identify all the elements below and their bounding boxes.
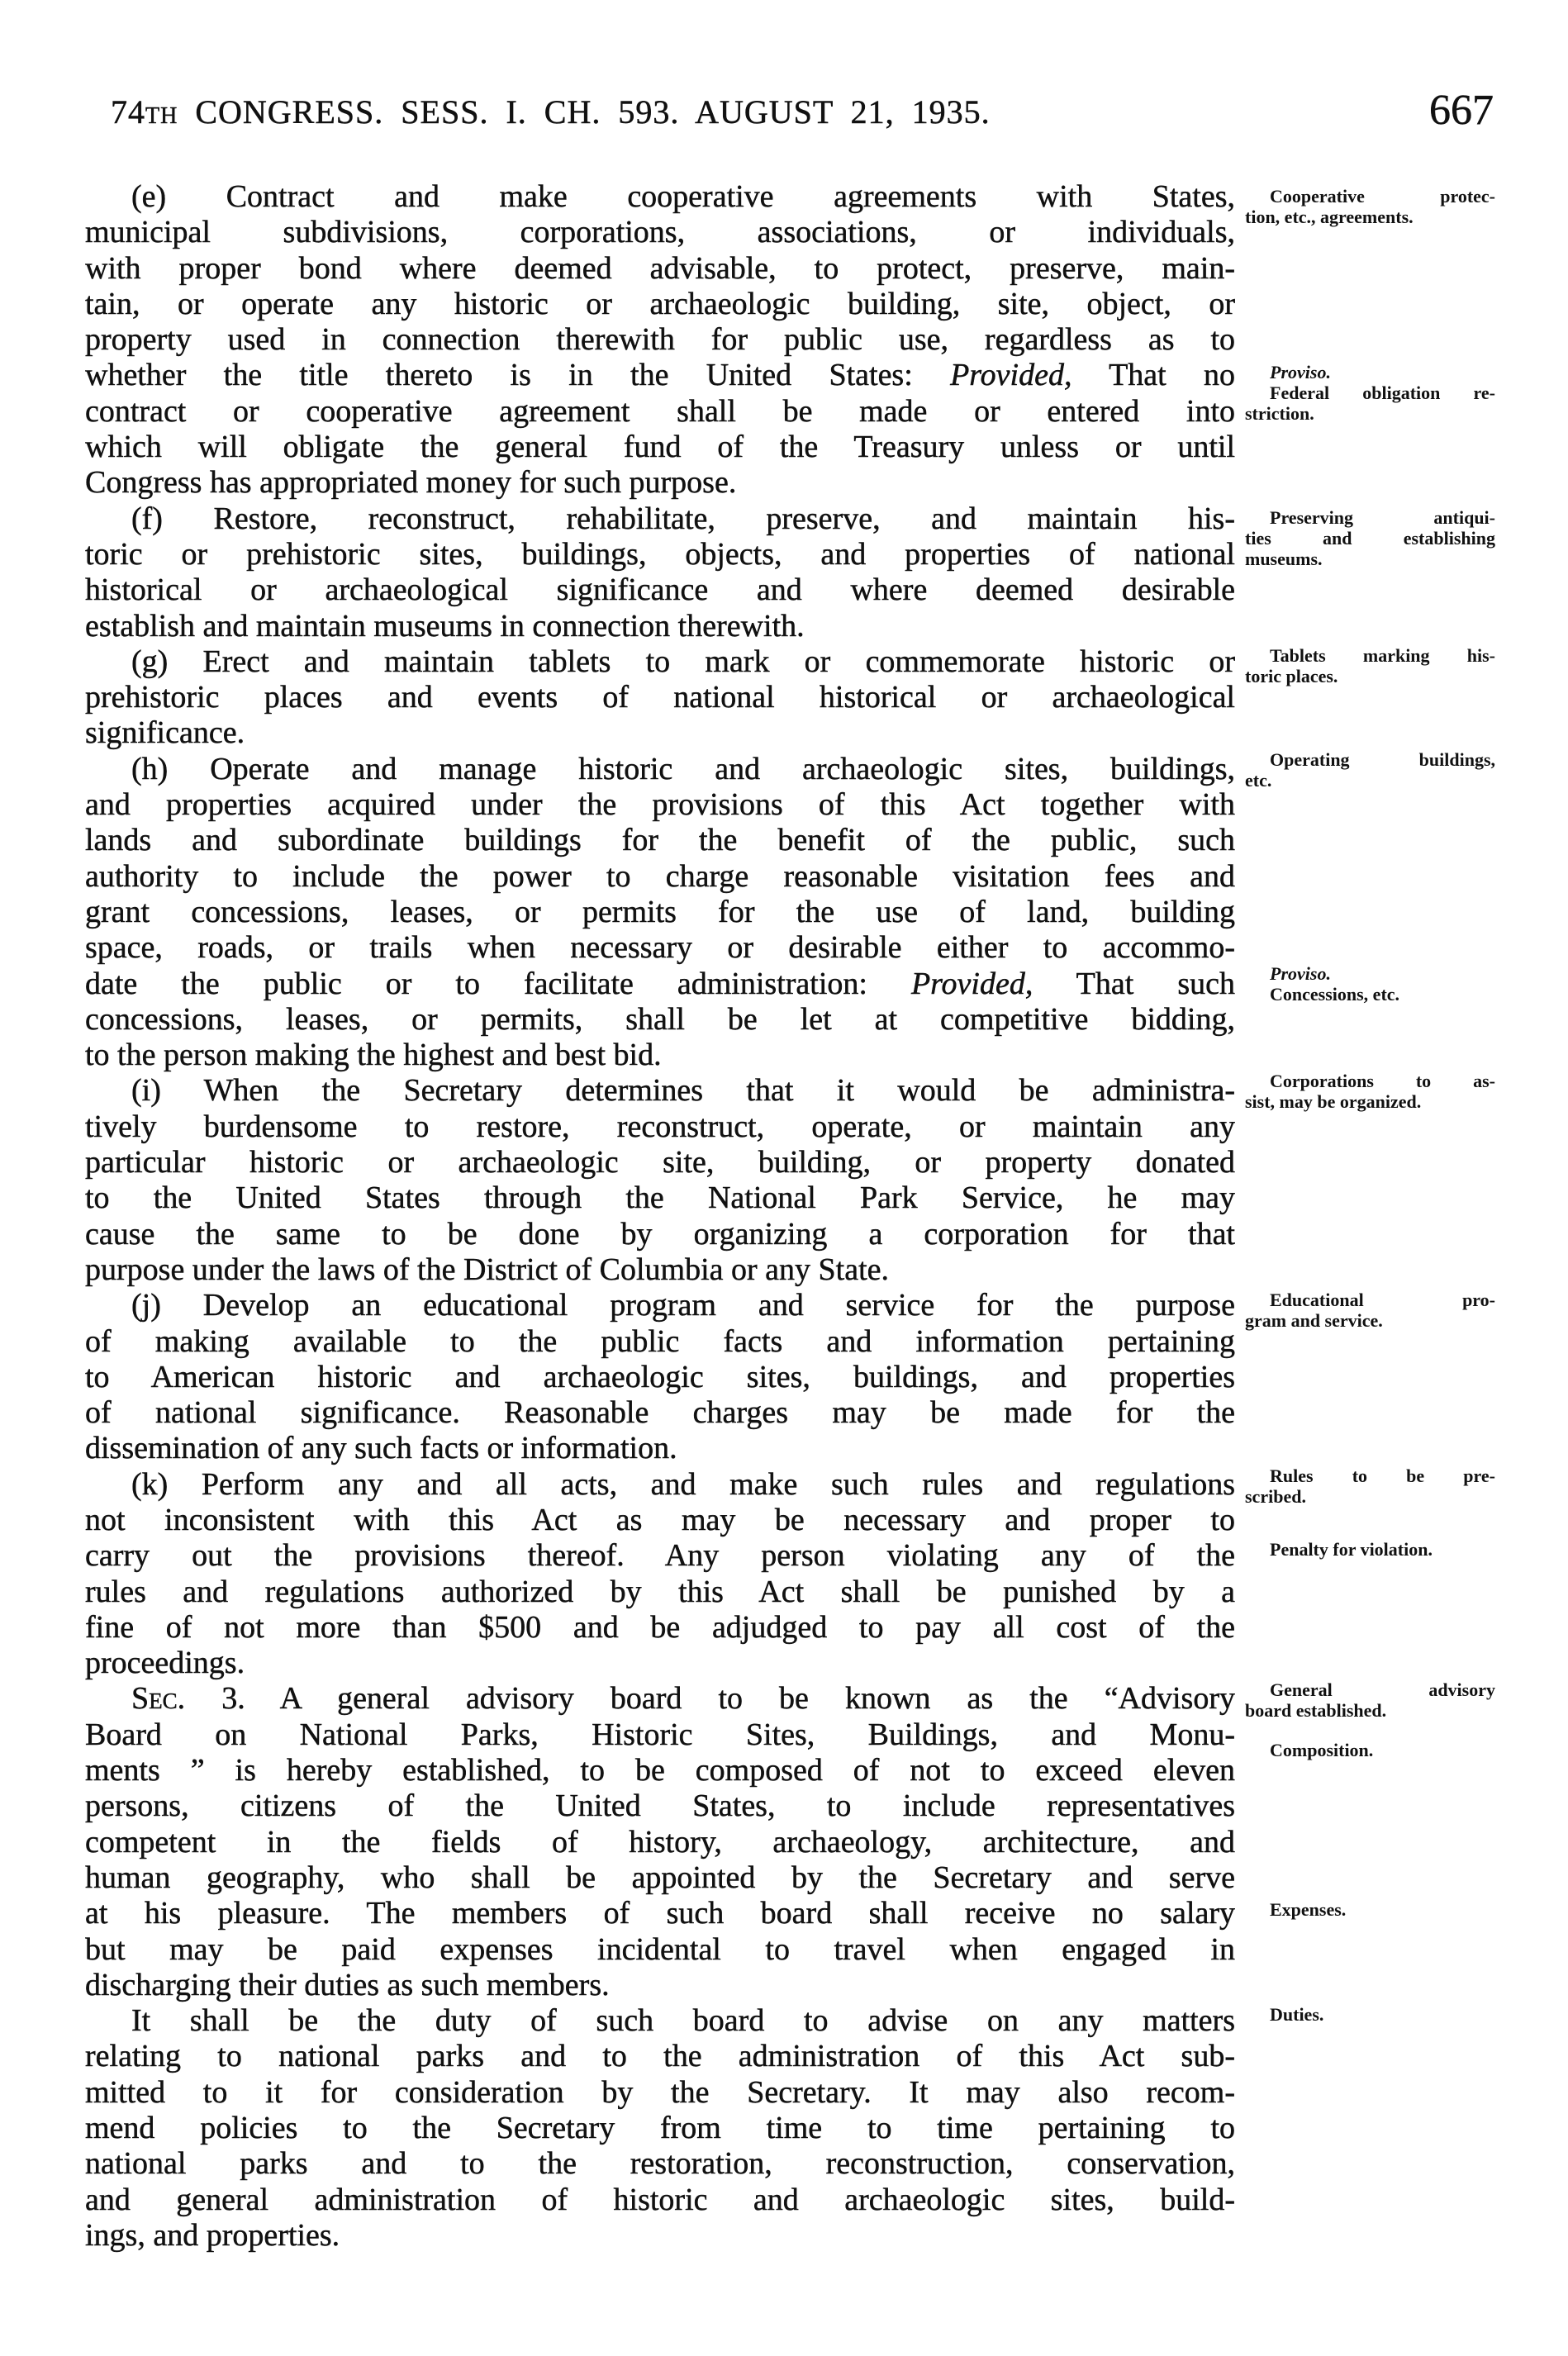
paragraph	[85, 1467, 1235, 1682]
text-line: property used in connection therewith for public use, regardless as to	[85, 322, 1235, 358]
text-line: and properties acquired under the provisions of this Act together with	[85, 787, 1235, 823]
text-line: to the person making the highest and best bid.	[85, 1038, 662, 1073]
text-line: fine of not more than $500 and be adjudged to pay all cost of the	[85, 1609, 1235, 1645]
margin-note-line: gram and service.	[1245, 1310, 1383, 1331]
text-line: persons, citizens of the United States, to include representatives	[85, 1788, 1235, 1824]
margin-note	[1245, 1071, 1495, 1112]
text-line: prehistoric places and events of national historical or archaeological	[85, 680, 1235, 715]
text-line: carry out the provisions thereof. Any person violating any of the	[85, 1538, 1235, 1574]
text-line: relating to national parks and to the administration of this Act sub-	[85, 2039, 1235, 2074]
margin-note-line: Concessions, etc.	[1270, 984, 1400, 1005]
text-line: municipal subdivisions, corporations, associations, or individuals,	[85, 215, 1235, 250]
margin-note-line: striction.	[1245, 403, 1314, 424]
margin-note-line: Educational pro-	[1270, 1290, 1495, 1310]
margin-note-line: Expenses.	[1270, 1899, 1347, 1920]
text-line: It shall be the duty of such board to advise on any matters	[131, 2003, 1235, 2039]
margin-note	[1245, 507, 1495, 569]
text-line: contract or cooperative agreement shall be made or entered into	[85, 393, 1235, 429]
margin-note-line: Duties.	[1270, 2004, 1324, 2025]
text-line: grant concessions, leases, or permits for the use of land, building	[85, 894, 1235, 929]
text-line: of making available to the public facts and information pertaining	[85, 1323, 1235, 1359]
margin-note	[1245, 1899, 1495, 1920]
statute-body-text	[85, 179, 1235, 2254]
proviso-italic: Provided,	[950, 358, 1072, 393]
text-line: significance.	[85, 715, 245, 751]
text-line: (h) Operate and manage historic and archaeologic sites, buildings,	[131, 751, 1235, 786]
margin-note	[1245, 1539, 1495, 1560]
text-line: concessions, leases, or permits, shall be let at competitive bidding,	[85, 1001, 1235, 1037]
text-line: national parks and to the restoration, reconstruction, conservation,	[85, 2146, 1235, 2182]
margin-note-line: museums.	[1245, 549, 1323, 569]
margin-note	[1245, 749, 1495, 791]
text-line: cause the same to be done by organizing a corporation for that	[85, 1216, 1235, 1252]
text-line: (f) Restore, reconstruct, rehabilitate, preserve, and maintain his-	[131, 501, 1235, 536]
margin-note-line: Composition.	[1270, 1740, 1374, 1760]
margin-note-line: General advisory	[1270, 1679, 1495, 1700]
margin-note-line: Proviso.	[1270, 963, 1331, 984]
text-line: with proper bond where deemed advisable, to protect, preserve, main-	[85, 250, 1235, 286]
text-line: competent in the fields of history, archaeology, architecture, and	[85, 1824, 1235, 1860]
proviso-italic: Provided,	[910, 966, 1033, 1001]
margin-note	[1245, 186, 1495, 227]
paragraph	[85, 644, 1235, 752]
text-line: of national significance. Reasonable charges may be made for the	[85, 1395, 1235, 1431]
text-line: date the public or to facilitate administration: Provided, That such	[85, 966, 1235, 1001]
text-line: ments ” is hereby established, to be composed of not to exceed eleven	[85, 1753, 1235, 1788]
margin-note-line: toric places.	[1245, 666, 1338, 686]
margin-note-line: Rules to be pre-	[1270, 1465, 1495, 1486]
margin-note-line: ties and establishing	[1245, 528, 1495, 549]
margin-note-line: scribed.	[1245, 1486, 1306, 1507]
text-line: lands and subordinate buildings for the benefit of the public, such	[85, 823, 1235, 858]
text-line: (i) When the Secretary determines that it would be administra-	[131, 1073, 1235, 1109]
margin-note-line: Penalty for violation.	[1270, 1539, 1433, 1560]
margin-note-line: Federal obligation re-	[1270, 382, 1495, 403]
text-line: mend policies to the Secretary from time to time pertaining to	[85, 2111, 1235, 2146]
text-line: tively burdensome to restore, reconstruct, operate, or maintain any	[85, 1109, 1235, 1144]
margin-note	[1245, 362, 1495, 424]
margin-note-line: Tablets marking his-	[1270, 645, 1495, 666]
margin-note	[1245, 1290, 1495, 1331]
margin-note-line: Corporations to as-	[1270, 1071, 1495, 1091]
text-line: ings, and properties.	[85, 2217, 340, 2253]
margin-note-line: Cooperative protec-	[1270, 186, 1495, 207]
text-line: (j) Develop an educational program and service for the purpose	[131, 1288, 1235, 1323]
text-line: to American historic and archaeologic sites, buildings, and properties	[85, 1359, 1235, 1394]
text-line: rules and regulations authorized by this Act shall be punished by a	[85, 1574, 1235, 1609]
text-line: (k) Perform any and all acts, and make such rules and regulations	[131, 1466, 1235, 1502]
margin-note	[1245, 1465, 1495, 1507]
text-line: Congress has appropriated money for such purpose.	[85, 465, 737, 501]
margin-note-line: tion, etc., agreements.	[1245, 207, 1414, 227]
margin-note-line: etc.	[1245, 770, 1272, 791]
section-label: Sec.	[131, 1681, 186, 1717]
text-line: space, roads, or trails when necessary or desirable either to accommo-	[85, 930, 1235, 966]
margin-note-line: sist, may be organized.	[1245, 1091, 1422, 1112]
text-line: establish and maintain museums in connection therewith.	[85, 608, 805, 644]
paragraph	[85, 1288, 1235, 1466]
margin-note	[1245, 2004, 1495, 2025]
margin-note-line: Preserving antiqui-	[1270, 507, 1495, 528]
running-header: 74th CONGRESS. SESS. I. CH. 593. AUGUST 21, 1935.	[111, 93, 991, 131]
margin-note-line: Operating buildings,	[1270, 749, 1495, 770]
paragraph	[85, 179, 1235, 501]
margin-note	[1245, 645, 1495, 686]
text-line: Board on National Parks, Historic Sites, Buildings, and Monu-	[85, 1717, 1235, 1752]
paragraph	[85, 2003, 1235, 2254]
text-line: (g) Erect and maintain tablets to mark or commemorate historic or	[131, 644, 1235, 679]
text-line: proceedings.	[85, 1646, 245, 1681]
margin-note	[1245, 963, 1495, 1005]
text-line: mitted to it for consideration by the Secretary. It may also recom-	[85, 2074, 1235, 2110]
text-line: dissemination of any such facts or information.	[85, 1431, 677, 1466]
text-line: discharging their duties as such members.	[85, 1967, 610, 2002]
text-line: at his pleasure. The members of such board shall receive no salary	[85, 1896, 1235, 1931]
text-line: and general administration of historic and archaeologic sites, build-	[85, 2182, 1235, 2217]
text-line: to the United States through the National Park Service, he may	[85, 1180, 1235, 1216]
text-line: historical or archaeological significance and where deemed desirable	[85, 572, 1235, 608]
page-number: 667	[1429, 87, 1494, 134]
text-line: authority to include the power to charge reasonable visitation fees and	[85, 858, 1235, 894]
margin-note-line: Proviso.	[1270, 362, 1331, 382]
text-line: tain, or operate any historic or archaeologic building, site, object, or	[85, 286, 1235, 321]
text-line: but may be paid expenses incidental to travel when engaged in	[85, 1931, 1235, 1967]
text-line: whether the title thereto is in the United States: Provided, That no	[85, 358, 1235, 393]
margin-note-line: board established.	[1245, 1700, 1387, 1721]
text-line: particular historic or archaeologic site, building, or property donated	[85, 1145, 1235, 1180]
text-line: toric or prehistoric sites, buildings, objects, and properties of national	[85, 536, 1235, 572]
paragraph	[85, 752, 1235, 1074]
text-line: purpose under the laws of the District of Columbia or any State.	[85, 1252, 890, 1287]
paragraph	[85, 1073, 1235, 1288]
paragraph	[85, 1681, 1235, 2003]
text-line: Sec. 3. A general advisory board to be known as the “Advisory	[131, 1681, 1235, 1717]
paragraph	[85, 501, 1235, 644]
text-line: not inconsistent with this Act as may be necessary and proper to	[85, 1502, 1235, 1537]
text-line: which will obligate the general fund of the Treasury unless or until	[85, 430, 1235, 465]
text-line: human geography, who shall be appointed by the Secretary and serve	[85, 1860, 1235, 1895]
margin-note	[1245, 1679, 1495, 1721]
text-line: (e) Contract and make cooperative agreements with States,	[131, 179, 1235, 214]
margin-note	[1245, 1740, 1495, 1760]
